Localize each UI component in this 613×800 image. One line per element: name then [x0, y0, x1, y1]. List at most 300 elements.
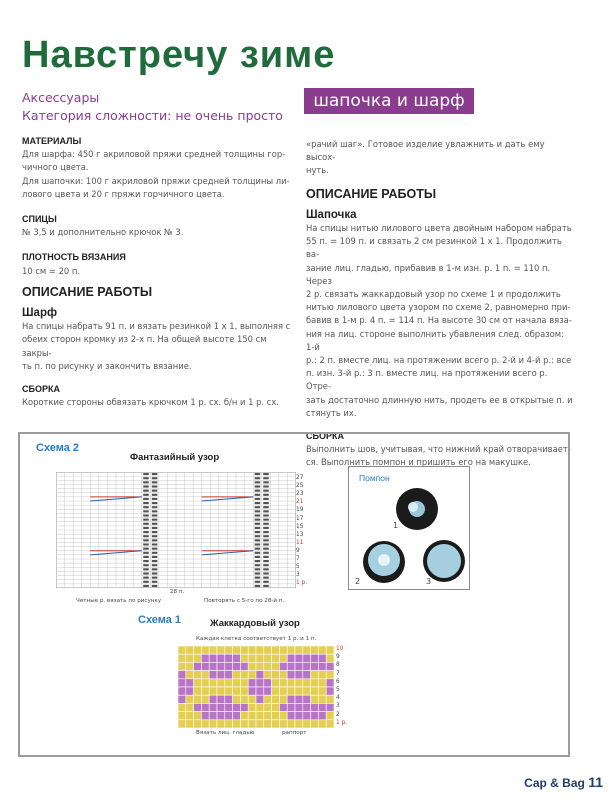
- jacquard-cell: [240, 703, 248, 711]
- jacquard-cell: [295, 654, 303, 662]
- knit-mark: [143, 572, 149, 574]
- jacquard-cell: [186, 662, 194, 670]
- jacquard-cell: [311, 654, 319, 662]
- knit-mark: [263, 548, 269, 550]
- project-banner: шапочка и шарф: [304, 88, 474, 114]
- jacquard-cell: [279, 662, 287, 670]
- pompon-step3-yarn: [427, 544, 461, 578]
- knit-mark: [152, 568, 158, 570]
- knit-mark: [263, 531, 269, 533]
- knit-mark: [143, 568, 149, 570]
- jacquard-cell: [295, 662, 303, 670]
- knit-mark: [255, 506, 261, 508]
- jacquard-cell: [272, 662, 280, 670]
- jacquard-cell: [303, 662, 311, 670]
- jacquard-cell: [178, 703, 186, 711]
- row-number: 7: [336, 670, 340, 677]
- jacquard-cell: [240, 671, 248, 679]
- jacquard-cell: [279, 695, 287, 703]
- page-footer: [524, 774, 603, 790]
- jacquard-cell: [279, 712, 287, 720]
- jacquard-cell: [225, 662, 233, 670]
- knit-mark: [255, 535, 261, 537]
- text-line: На спицы нитью лилового цвета двойным набором набрать: [306, 223, 572, 234]
- jacquard-cell: [311, 662, 319, 670]
- knit-mark: [263, 585, 269, 587]
- jacquard-cell: [225, 671, 233, 679]
- jacquard-cell: [186, 679, 194, 687]
- jacquard-cell: [178, 712, 186, 720]
- knit-mark: [143, 531, 149, 533]
- jacquard-cell: [279, 703, 287, 711]
- jacquard-cell: [209, 720, 217, 728]
- jacquard-cell: [287, 695, 295, 703]
- text-line: зание лиц. гладью, прибавив в 1-м изн. р. 1 п. = 110 п. Через: [306, 262, 551, 286]
- jacquard-cell: [194, 712, 202, 720]
- jacquard-cell: [186, 712, 194, 720]
- jacquard-cell: [248, 654, 256, 662]
- jacquard-cell: [186, 687, 194, 695]
- pompon-step1-highlight: [408, 502, 418, 512]
- jacquard-cell: [318, 646, 326, 654]
- jacquard-cell: [194, 703, 202, 711]
- knit-mark: [152, 498, 158, 500]
- knit-mark: [263, 527, 269, 529]
- jacquard-cell: [318, 679, 326, 687]
- knit-mark: [263, 577, 269, 579]
- knit-mark: [152, 523, 158, 525]
- knit-mark: [263, 523, 269, 525]
- jacquard-cell: [209, 679, 217, 687]
- jacquard-cell: [209, 687, 217, 695]
- text-line: бавив в 1-м р. 4 п. = 114 п. На высоте 30 см от начала вяза-: [306, 315, 572, 326]
- jacquard-cell: [233, 646, 241, 654]
- schema1-label: Схема 1: [138, 614, 182, 626]
- knit-mark: [255, 531, 261, 533]
- jacquard-cell: [272, 712, 280, 720]
- knit-mark: [143, 485, 149, 487]
- knit-mark: [263, 535, 269, 537]
- knit-mark: [263, 572, 269, 574]
- text-line: р.: 2 п. вместе лиц. на протяжении всего р. 2-й и 4-й р.: все: [306, 355, 572, 366]
- text-line: Для шапочки: 100 г акриловой пряжи средней толщины ли-: [22, 175, 290, 186]
- jacquard-cell: [178, 720, 186, 728]
- jacquard-cell: [194, 687, 202, 695]
- knit-mark: [143, 506, 149, 508]
- jacquard-cell: [194, 662, 202, 670]
- knit-mark: [263, 581, 269, 583]
- jacquard-cell: [287, 712, 295, 720]
- knit-mark: [255, 568, 261, 570]
- jacquard-cell: [240, 662, 248, 670]
- jacquard-cell: [248, 695, 256, 703]
- row-number: 3: [296, 572, 300, 579]
- jacquard-cell: [217, 679, 225, 687]
- knit-mark: [143, 523, 149, 525]
- schema2-title: Фантазийный узор: [130, 452, 220, 463]
- pompon-step-3: 3: [426, 577, 432, 586]
- knit-mark: [152, 552, 158, 554]
- knit-mark: [152, 572, 158, 574]
- materials-heading: МАТЕРИАЛЫ: [22, 136, 82, 146]
- knit-mark: [143, 543, 149, 545]
- jacquard-cell: [264, 646, 272, 654]
- jacquard-cell: [178, 662, 186, 670]
- knit-mark: [263, 498, 269, 500]
- jacquard-cell: [287, 679, 295, 687]
- knit-mark: [255, 514, 261, 516]
- knit-mark: [263, 510, 269, 512]
- knit-mark: [152, 535, 158, 537]
- knit-mark: [143, 564, 149, 566]
- jacquard-cell: [201, 720, 209, 728]
- density-heading: ПЛОТНОСТЬ ВЯЗАНИЯ: [22, 252, 126, 263]
- jacquard-cell: [248, 662, 256, 670]
- jacquard-cell: [225, 703, 233, 711]
- jacquard-cell: [318, 720, 326, 728]
- row-number: 4: [336, 695, 340, 702]
- knit-mark: [255, 523, 261, 525]
- text-line: нуть.: [306, 165, 329, 176]
- knit-mark: [263, 514, 269, 516]
- knit-mark: [255, 581, 261, 583]
- jacquard-cell: [303, 671, 311, 679]
- jacquard-cell: [233, 662, 241, 670]
- knit-mark: [152, 556, 158, 558]
- row-number: 27: [296, 475, 304, 481]
- pompon-step-2: 2: [355, 577, 361, 586]
- jacquard-cell: [217, 720, 225, 728]
- jacquard-cell: [209, 662, 217, 670]
- knit-mark: [152, 519, 158, 521]
- text-line: На спицы набрать 91 п. и вязать резинкой 1 х 1, выполняя с: [22, 321, 291, 332]
- jacquard-cell: [209, 646, 217, 654]
- jacquard-cell: [272, 720, 280, 728]
- schema1-cell-note: Каждая клетка соответствует 1 р. и 1 п.: [196, 636, 317, 642]
- knit-mark: [152, 473, 158, 475]
- jacquard-cell: [279, 720, 287, 728]
- knit-mark: [152, 581, 158, 583]
- row-number: 21: [296, 499, 304, 506]
- jacquard-cell: [233, 679, 241, 687]
- knit-mark: [255, 539, 261, 541]
- jacquard-cell: [201, 695, 209, 703]
- jacquard-cell: [240, 712, 248, 720]
- knit-mark: [255, 477, 261, 479]
- knit-mark: [255, 543, 261, 545]
- jacquard-cell: [201, 712, 209, 720]
- schema1-title: Жаккардовый узор: [210, 618, 300, 629]
- row-number: 1 р.: [336, 719, 348, 726]
- jacquard-cell: [326, 703, 334, 711]
- jacquard-cell: [264, 695, 272, 703]
- jacquard-cell: [240, 654, 248, 662]
- jacquard-cell: [178, 646, 186, 654]
- knit-mark: [255, 552, 261, 554]
- knit-mark: [255, 485, 261, 487]
- jacquard-cell: [186, 671, 194, 679]
- jacquard-cell: [248, 671, 256, 679]
- jacquard-cell: [194, 654, 202, 662]
- jacquard-cell: [217, 662, 225, 670]
- jacquard-cell: [201, 703, 209, 711]
- jacquard-cell: [194, 646, 202, 654]
- knit-mark: [263, 556, 269, 558]
- jacquard-cell: [311, 695, 319, 703]
- jacquard-cell: [303, 646, 311, 654]
- jacquard-cell: [186, 695, 194, 703]
- text-line: ния на лиц. стороне выполнить убавления след. образом: 1-й: [306, 328, 564, 352]
- knit-mark: [263, 568, 269, 570]
- jacquard-cell: [279, 671, 287, 679]
- row-number: 15: [296, 523, 304, 530]
- knit-mark: [255, 519, 261, 521]
- jacquard-cell: [186, 720, 194, 728]
- jacquard-cell: [295, 712, 303, 720]
- knit-mark: [152, 548, 158, 550]
- page-title: Навстречу зиме: [22, 34, 336, 76]
- grid-lines: [56, 472, 296, 588]
- page-number: 11: [588, 774, 603, 790]
- pompon-step-1: 1: [393, 521, 399, 530]
- knit-mark: [143, 494, 149, 496]
- jacquard-cell: [287, 671, 295, 679]
- jacquard-cell: [217, 712, 225, 720]
- jacquard-cell: [295, 646, 303, 654]
- row-number: 7: [296, 556, 300, 562]
- text-line: Для шарфа: 450 г акриловой пряжи средней толщины гор-: [22, 149, 286, 160]
- jacquard-cell: [201, 654, 209, 662]
- jacquard-cell: [311, 703, 319, 711]
- jacquard-cell: [240, 646, 248, 654]
- knit-mark: [152, 564, 158, 566]
- jacquard-cell: [256, 662, 264, 670]
- knit-mark: [263, 560, 269, 562]
- jacquard-cell: [201, 662, 209, 670]
- schema2-note-left: Четные р. вязать по рисунку: [76, 598, 162, 604]
- jacquard-cell: [295, 695, 303, 703]
- scarf-heading: Шарф: [22, 307, 58, 320]
- jacquard-cells: [178, 646, 334, 728]
- jacquard-cell: [248, 646, 256, 654]
- jacquard-cell: [201, 679, 209, 687]
- jacquard-cell: [186, 654, 194, 662]
- jacquard-cell: [233, 703, 241, 711]
- jacquard-cell: [326, 720, 334, 728]
- jacquard-cell: [217, 646, 225, 654]
- jacquard-cell: [225, 712, 233, 720]
- knit-mark: [255, 564, 261, 566]
- knit-mark: [255, 527, 261, 529]
- jacquard-cell: [311, 687, 319, 695]
- jacquard-cell: [209, 671, 217, 679]
- knit-mark: [152, 514, 158, 516]
- knit-mark: [143, 490, 149, 492]
- knit-mark: [152, 477, 158, 479]
- knit-mark: [263, 485, 269, 487]
- jacquard-cell: [295, 703, 303, 711]
- knit-mark: [143, 552, 149, 554]
- row-number: 9: [296, 547, 300, 554]
- knit-mark: [255, 481, 261, 483]
- jacquard-cell: [279, 679, 287, 687]
- knit-mark: [152, 560, 158, 562]
- jacquard-cell: [233, 712, 241, 720]
- text-line: Выполнить шов, учитывая, что нижний край отворачивает-: [306, 444, 571, 455]
- row-number: 13: [296, 531, 304, 538]
- row-number: 9: [336, 654, 340, 661]
- knit-mark: [143, 519, 149, 521]
- right-column: [306, 138, 574, 470]
- knit-mark: [255, 572, 261, 574]
- text-line: стянуть их.: [306, 407, 357, 418]
- jacquard-cell: [326, 671, 334, 679]
- knit-mark: [152, 543, 158, 545]
- jacquard-cell: [225, 720, 233, 728]
- knit-mark: [152, 502, 158, 504]
- knit-mark: [143, 577, 149, 579]
- jacquard-cell: [303, 712, 311, 720]
- pompon-step2-center: [378, 554, 390, 566]
- jacquard-cell: [264, 712, 272, 720]
- row-number: 2: [336, 711, 340, 718]
- jacquard-cell: [225, 654, 233, 662]
- knit-mark: [143, 502, 149, 504]
- knit-mark: [255, 494, 261, 496]
- jacquard-cell: [248, 712, 256, 720]
- row-number: 6: [336, 678, 340, 685]
- work-heading: ОПИСАНИЕ РАБОТЫ: [306, 186, 437, 201]
- jacquard-cell: [311, 712, 319, 720]
- knit-mark: [255, 577, 261, 579]
- jacquard-cell: [272, 703, 280, 711]
- jacquard-cell: [178, 671, 186, 679]
- knit-mark: [152, 490, 158, 492]
- jacquard-cell: [256, 687, 264, 695]
- jacquard-cell: [295, 679, 303, 687]
- jacquard-cell: [178, 687, 186, 695]
- knit-mark: [152, 585, 158, 587]
- jacquard-cell: [233, 720, 241, 728]
- jacquard-cell: [295, 720, 303, 728]
- knit-mark: [143, 585, 149, 587]
- knit-mark: [143, 514, 149, 516]
- jacquard-cell: [318, 662, 326, 670]
- jacquard-cell: [225, 687, 233, 695]
- jacquard-cell: [186, 703, 194, 711]
- knit-mark: [143, 581, 149, 583]
- footer-brand: Cap & Bag: [524, 776, 585, 790]
- knit-mark: [152, 539, 158, 541]
- knit-mark: [255, 502, 261, 504]
- row-number: 19: [296, 507, 304, 514]
- jacquard-cell: [201, 646, 209, 654]
- jacquard-cell: [233, 671, 241, 679]
- jacquard-cell: [194, 679, 202, 687]
- jacquard-cell: [287, 687, 295, 695]
- knit-mark: [263, 477, 269, 479]
- knit-mark: [152, 506, 158, 508]
- jacquard-cell: [201, 687, 209, 695]
- jacquard-cell: [318, 687, 326, 695]
- jacquard-cell: [318, 695, 326, 703]
- knit-mark: [263, 564, 269, 566]
- knit-mark: [263, 502, 269, 504]
- knit-mark: [152, 527, 158, 529]
- jacquard-cell: [209, 695, 217, 703]
- schema2-label: Схема 2: [36, 442, 80, 454]
- jacquard-cell: [264, 720, 272, 728]
- text-line: зать достаточно длинную нить, продеть ее в открытые п. и: [306, 394, 573, 405]
- jacquard-cell: [287, 720, 295, 728]
- jacquard-cell: [264, 654, 272, 662]
- jacquard-cell: [248, 720, 256, 728]
- knit-mark: [143, 560, 149, 562]
- jacquard-cell: [225, 679, 233, 687]
- jacquard-cell: [326, 712, 334, 720]
- jacquard-cell: [287, 654, 295, 662]
- pompon-label: Помпон: [359, 473, 390, 483]
- jacquard-cell: [194, 671, 202, 679]
- knit-mark: [263, 473, 269, 475]
- jacquard-cell: [194, 720, 202, 728]
- jacquard-cell: [295, 671, 303, 679]
- jacquard-cell: [272, 654, 280, 662]
- jacquard-cell: [303, 703, 311, 711]
- knit-mark: [143, 498, 149, 500]
- jacquard-cell: [279, 687, 287, 695]
- knit-mark: [143, 477, 149, 479]
- needles-heading: СПИЦЫ: [22, 214, 57, 225]
- hat-heading: Шапочка: [306, 208, 357, 221]
- knit-mark: [255, 585, 261, 587]
- jacquard-cell: [256, 654, 264, 662]
- jacquard-cell: [272, 687, 280, 695]
- jacquard-cell: [272, 646, 280, 654]
- jacquard-cell: [303, 654, 311, 662]
- schema1-note-right: раппорт: [282, 730, 307, 736]
- jacquard-cell: [264, 703, 272, 711]
- pompon-illustration: [349, 467, 469, 589]
- knit-mark: [143, 481, 149, 483]
- jacquard-cell: [233, 695, 241, 703]
- jacquard-cell: [287, 703, 295, 711]
- knit-mark: [152, 485, 158, 487]
- text-line: ть п. по рисунку и закончить вязание.: [22, 360, 192, 371]
- knit-mark: [152, 531, 158, 533]
- jacquard-cell: [178, 654, 186, 662]
- schema2-col-label: 28 п.: [170, 589, 185, 595]
- jacquard-cell: [287, 646, 295, 654]
- jacquard-cell: [279, 646, 287, 654]
- jacquard-cell: [256, 712, 264, 720]
- jacquard-cell: [209, 703, 217, 711]
- jacquard-cell: [248, 703, 256, 711]
- jacquard-cell: [240, 695, 248, 703]
- assembly-heading: СБОРКА: [306, 431, 344, 442]
- jacquard-cell: [303, 687, 311, 695]
- knit-mark: [143, 510, 149, 512]
- jacquard-cell: [326, 662, 334, 670]
- jacquard-cell: [326, 646, 334, 654]
- jacquard-cell: [256, 671, 264, 679]
- knit-mark: [152, 494, 158, 496]
- jacquard-cell: [272, 679, 280, 687]
- jacquard-cell: [264, 679, 272, 687]
- pompon-panel: [348, 466, 470, 590]
- knit-mark: [143, 539, 149, 541]
- knit-mark: [263, 543, 269, 545]
